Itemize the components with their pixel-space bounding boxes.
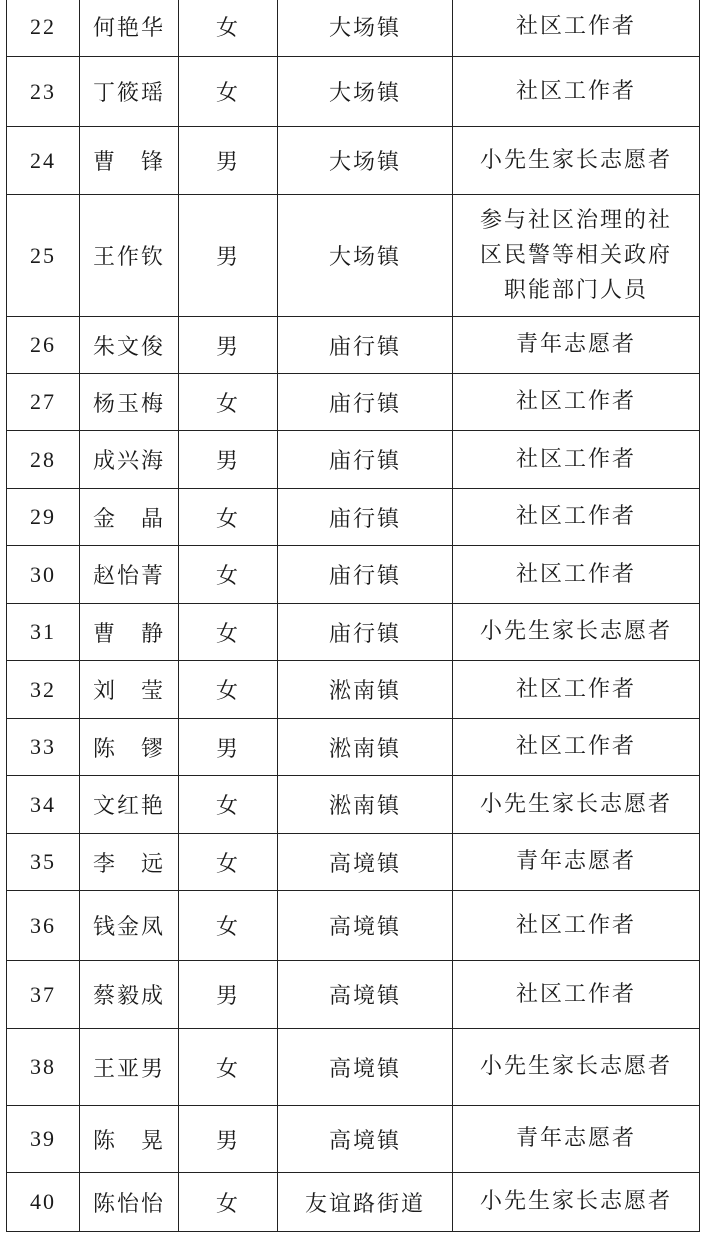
role: 社区工作者 <box>515 13 636 39</box>
gender: 男 <box>215 984 240 1009</box>
person-name: 刘 莹 <box>92 679 165 704</box>
table-row <box>7 719 700 776</box>
town-cell <box>278 604 453 661</box>
person-name: 朱文俊 <box>92 334 165 360</box>
row-number: 30 <box>30 561 56 587</box>
person-name-cell <box>80 0 179 57</box>
row-number-cell <box>7 834 80 891</box>
town: 庙行镇 <box>328 506 401 532</box>
person-name: 杨玉梅 <box>92 391 165 417</box>
town: 高境镇 <box>328 1128 401 1154</box>
role-cell <box>453 891 700 961</box>
gender-cell <box>179 776 278 834</box>
table-row <box>7 776 700 834</box>
gender: 女 <box>215 564 240 589</box>
role: 小先生家长志愿者 <box>479 1189 672 1215</box>
town-cell <box>278 546 453 604</box>
town-cell <box>278 317 453 374</box>
role: 青年志愿者 <box>515 1126 636 1152</box>
row-number: 34 <box>30 791 56 817</box>
town: 庙行镇 <box>328 334 401 360</box>
roster-body <box>7 0 700 1232</box>
row-number: 39 <box>30 1126 56 1151</box>
table-row <box>7 127 700 195</box>
gender-cell <box>179 961 278 1029</box>
person-name: 金 晶 <box>92 506 165 532</box>
table-row <box>7 834 700 891</box>
role: 社区工作者 <box>515 561 636 587</box>
town-cell <box>278 1173 453 1232</box>
person-name: 陈 镠 <box>92 736 165 762</box>
person-name-cell <box>80 57 179 127</box>
row-number: 28 <box>30 446 56 472</box>
town-cell <box>278 776 453 834</box>
person-name: 陈 晃 <box>92 1128 165 1154</box>
role-cell <box>453 719 700 776</box>
gender: 男 <box>215 736 240 762</box>
town-cell <box>278 489 453 546</box>
gender-cell <box>179 1173 278 1232</box>
town: 淞南镇 <box>328 679 401 704</box>
role: 青年志愿者 <box>515 332 636 358</box>
row-number-cell <box>7 57 80 127</box>
gender: 女 <box>215 1191 240 1217</box>
role-cell <box>453 834 700 891</box>
gender: 女 <box>215 679 240 704</box>
role-cell <box>453 1173 700 1232</box>
person-name-cell <box>80 489 179 546</box>
gender-cell <box>179 0 278 57</box>
row-number-cell <box>7 374 80 431</box>
gender-cell <box>179 489 278 546</box>
role-cell <box>453 1106 700 1173</box>
town-cell <box>278 57 453 127</box>
table-row <box>7 431 700 489</box>
person-name-cell <box>80 834 179 891</box>
gender-cell <box>179 317 278 374</box>
table-row <box>7 1173 700 1232</box>
row-number: 35 <box>30 849 56 874</box>
person-name: 丁筱瑶 <box>92 81 165 106</box>
person-name: 陈怡怡 <box>92 1191 165 1217</box>
person-name-cell <box>80 546 179 604</box>
person-name: 王作钦 <box>92 245 165 270</box>
town: 庙行镇 <box>328 621 401 647</box>
person-name: 曹 静 <box>92 621 165 647</box>
row-number: 29 <box>30 504 56 529</box>
table-row <box>7 57 700 127</box>
person-name: 何艳华 <box>92 16 165 41</box>
gender-cell <box>179 604 278 661</box>
row-number: 23 <box>30 78 56 104</box>
role: 社区工作者 <box>515 676 636 702</box>
town: 高境镇 <box>328 851 401 877</box>
gender: 男 <box>215 334 240 360</box>
person-name-cell <box>80 374 179 431</box>
role-cell <box>453 127 700 195</box>
row-number-cell <box>7 489 80 546</box>
table-row <box>7 891 700 961</box>
person-name: 钱金凤 <box>92 915 165 940</box>
role-cell <box>453 776 700 834</box>
row-number: 36 <box>30 912 56 938</box>
person-name: 文红艳 <box>92 794 165 819</box>
role-cell <box>453 489 700 546</box>
row-number-cell <box>7 1029 80 1106</box>
gender-cell <box>179 719 278 776</box>
role-cell <box>453 661 700 719</box>
person-name-cell <box>80 1106 179 1173</box>
gender: 男 <box>215 150 240 175</box>
town-cell <box>278 961 453 1029</box>
town: 淞南镇 <box>328 736 401 762</box>
table-row <box>7 546 700 604</box>
row-number: 25 <box>30 242 56 268</box>
row-number: 37 <box>30 981 56 1007</box>
table-row <box>7 961 700 1029</box>
row-number: 40 <box>30 1189 56 1214</box>
table-row <box>7 604 700 661</box>
role: 社区工作者 <box>515 504 636 530</box>
gender: 女 <box>215 621 240 647</box>
row-number: 27 <box>30 389 56 414</box>
table-row <box>7 489 700 546</box>
person-name: 李 远 <box>92 851 165 877</box>
role-cell <box>453 0 700 57</box>
row-number: 33 <box>30 734 56 759</box>
row-number: 38 <box>30 1054 56 1079</box>
row-number-cell <box>7 1173 80 1232</box>
table-row <box>7 661 700 719</box>
role-cell <box>453 431 700 489</box>
town: 友谊路街道 <box>304 1191 425 1217</box>
role: 小先生家长志愿者 <box>479 791 672 817</box>
table-row <box>7 317 700 374</box>
role: 社区工作者 <box>515 389 636 415</box>
gender: 女 <box>215 915 240 940</box>
gender: 女 <box>215 851 240 877</box>
row-number-cell <box>7 317 80 374</box>
row-number: 32 <box>30 676 56 702</box>
role: 小先生家长志愿者 <box>479 619 672 645</box>
person-name-cell <box>80 317 179 374</box>
person-name: 曹 锋 <box>92 150 165 175</box>
town-cell <box>278 374 453 431</box>
town-cell <box>278 834 453 891</box>
row-number: 24 <box>30 147 56 173</box>
town: 庙行镇 <box>328 564 401 589</box>
gender-cell <box>179 374 278 431</box>
gender-cell <box>179 546 278 604</box>
gender-cell <box>179 431 278 489</box>
person-name-cell <box>80 195 179 317</box>
person-name: 王亚男 <box>92 1056 165 1082</box>
row-number-cell <box>7 961 80 1029</box>
town: 大场镇 <box>328 150 401 175</box>
person-name-cell <box>80 961 179 1029</box>
table-row <box>7 195 700 317</box>
role: 社区工作者 <box>515 734 636 760</box>
role: 社区工作者 <box>515 446 636 472</box>
row-number: 26 <box>30 332 56 357</box>
gender-cell <box>179 661 278 719</box>
role-cell <box>453 374 700 431</box>
role-cell <box>453 195 700 317</box>
gender-cell <box>179 195 278 317</box>
town-cell <box>278 127 453 195</box>
role-cell <box>453 604 700 661</box>
town-cell <box>278 891 453 961</box>
role: 社区工作者 <box>515 981 636 1007</box>
table-row <box>7 1029 700 1106</box>
person-name-cell <box>80 891 179 961</box>
person-name: 蔡毅成 <box>92 984 165 1009</box>
town-cell <box>278 719 453 776</box>
person-name-cell <box>80 776 179 834</box>
gender: 女 <box>215 1056 240 1082</box>
row-number-cell <box>7 195 80 317</box>
person-name-cell <box>80 431 179 489</box>
gender: 男 <box>215 1128 240 1154</box>
table-row <box>7 0 700 57</box>
row-number-cell <box>7 776 80 834</box>
gender: 女 <box>215 506 240 532</box>
gender: 男 <box>215 449 240 474</box>
role: 社区工作者 <box>515 912 636 938</box>
row-number: 31 <box>30 619 56 644</box>
role-cell <box>453 317 700 374</box>
person-name-cell <box>80 661 179 719</box>
role: 小先生家长志愿者 <box>479 1054 672 1080</box>
town: 庙行镇 <box>328 449 401 474</box>
town-cell <box>278 195 453 317</box>
role: 小先生家长志愿者 <box>479 147 672 173</box>
gender-cell <box>179 127 278 195</box>
gender: 女 <box>215 16 240 41</box>
role: 社区工作者 <box>515 78 636 104</box>
role: 参与社区治理的社区民警等相关政府职能部门人员 <box>479 207 672 304</box>
row-number-cell <box>7 719 80 776</box>
town: 大场镇 <box>328 245 401 270</box>
table-row <box>7 374 700 431</box>
row-number-cell <box>7 1106 80 1173</box>
town: 大场镇 <box>328 81 401 106</box>
table-row <box>7 1106 700 1173</box>
role: 青年志愿者 <box>515 849 636 875</box>
row-number-cell <box>7 127 80 195</box>
gender-cell <box>179 1106 278 1173</box>
role-cell <box>453 57 700 127</box>
town: 高境镇 <box>328 1056 401 1082</box>
gender: 女 <box>215 81 240 106</box>
gender: 女 <box>215 391 240 417</box>
person-name-cell <box>80 719 179 776</box>
person-name-cell <box>80 127 179 195</box>
row-number-cell <box>7 604 80 661</box>
row-number-cell <box>7 891 80 961</box>
row-number-cell <box>7 661 80 719</box>
role-cell <box>453 546 700 604</box>
person-name: 成兴海 <box>92 449 165 474</box>
row-number-cell <box>7 431 80 489</box>
roster-table <box>6 0 700 1232</box>
person-name-cell <box>80 604 179 661</box>
person-name-cell <box>80 1029 179 1106</box>
town-cell <box>278 1029 453 1106</box>
gender-cell <box>179 834 278 891</box>
town: 高境镇 <box>328 984 401 1009</box>
town-cell <box>278 0 453 57</box>
row-number-cell <box>7 0 80 57</box>
gender-cell <box>179 57 278 127</box>
town-cell <box>278 431 453 489</box>
town-cell <box>278 1106 453 1173</box>
town-cell <box>278 661 453 719</box>
town: 大场镇 <box>328 16 401 41</box>
town: 淞南镇 <box>328 794 401 819</box>
row-number: 22 <box>30 13 56 39</box>
town: 高境镇 <box>328 915 401 940</box>
gender-cell <box>179 891 278 961</box>
gender: 男 <box>215 245 240 270</box>
person-name-cell <box>80 1173 179 1232</box>
gender: 女 <box>215 794 240 819</box>
row-number-cell <box>7 546 80 604</box>
gender-cell <box>179 1029 278 1106</box>
role-cell <box>453 1029 700 1106</box>
person-name: 赵怡菁 <box>92 564 165 589</box>
town: 庙行镇 <box>328 391 401 417</box>
role-cell <box>453 961 700 1029</box>
